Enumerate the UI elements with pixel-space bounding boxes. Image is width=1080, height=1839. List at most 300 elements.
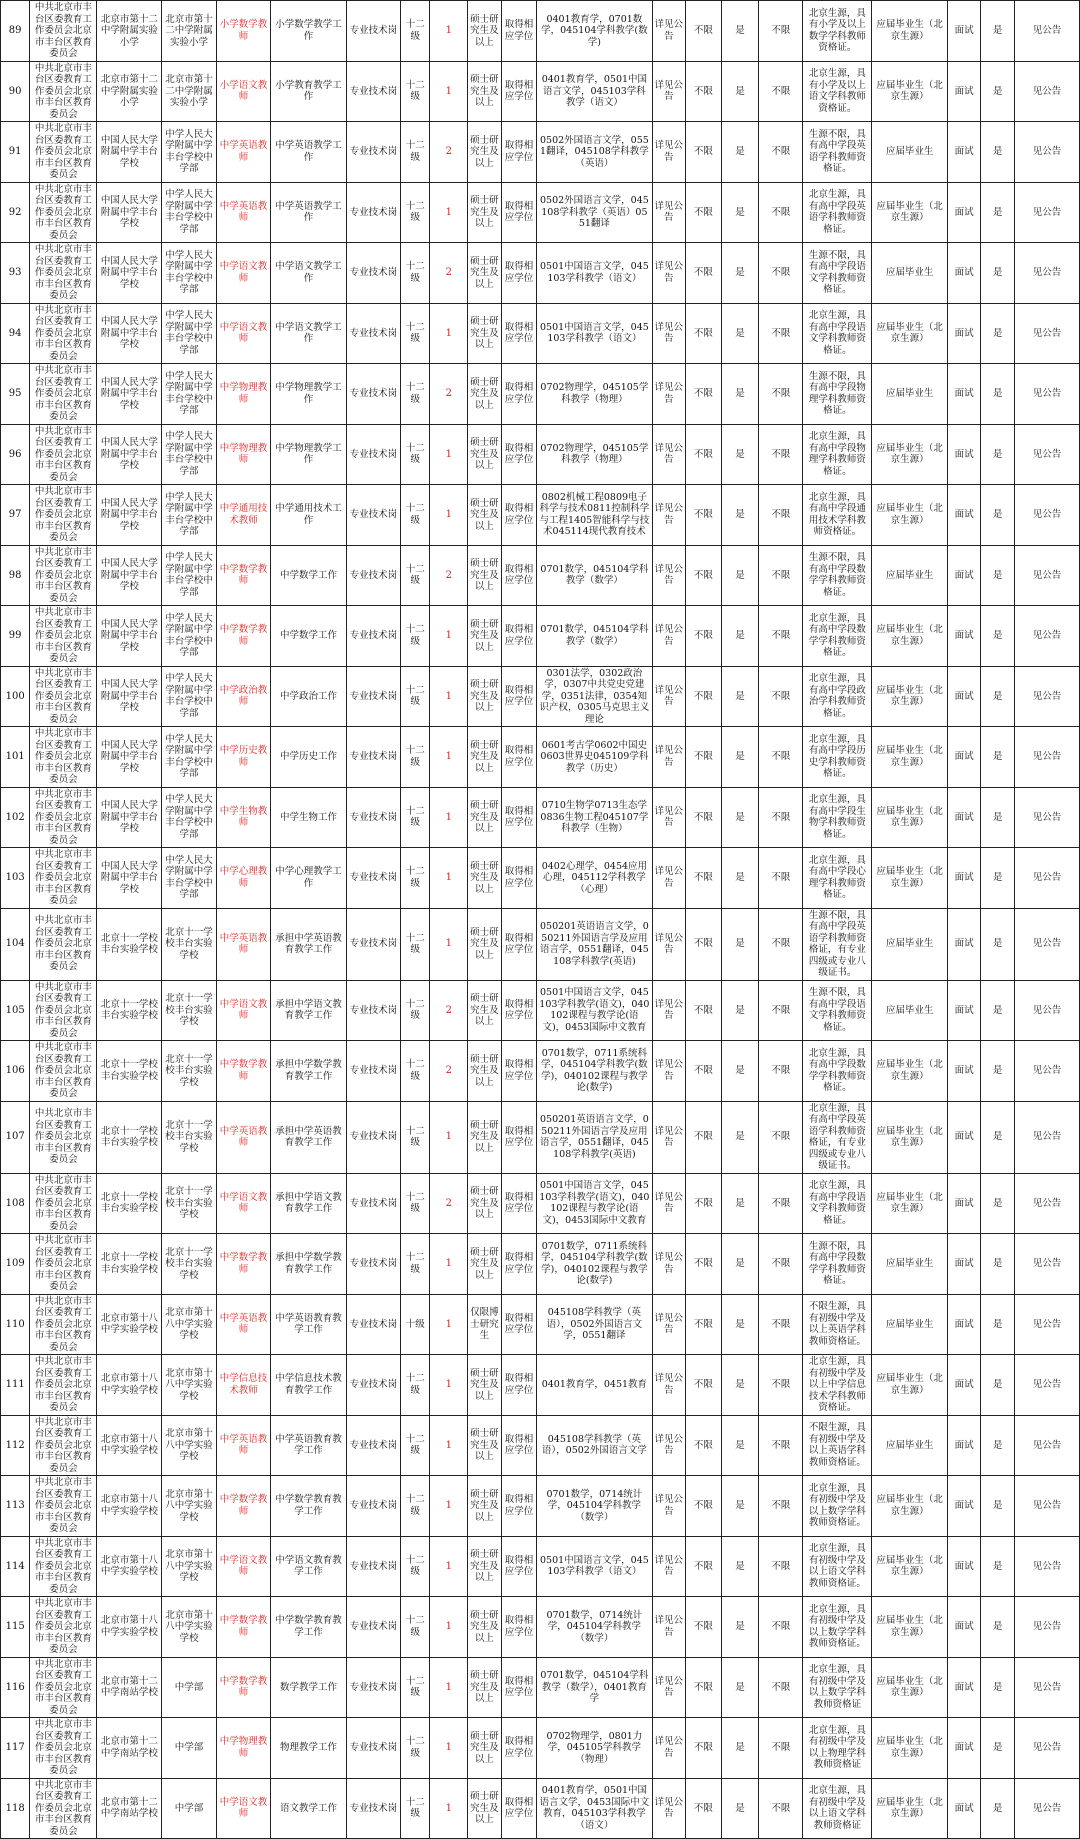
yes-cell: 是 <box>721 182 759 243</box>
yes-cell: 是 <box>721 1101 759 1173</box>
limit-cell: 不限 <box>686 1536 722 1597</box>
exam-method-cell: 面试 <box>947 1234 981 1295</box>
post-level-cell: 十二级 <box>401 1234 430 1295</box>
post-description-cell: 中学数学教育教学工作 <box>271 1476 346 1537</box>
education-cell: 硕士研究生及以上 <box>468 1 502 62</box>
major-cell: 0701数学，045104学科教学（数学） <box>537 606 652 667</box>
note-cell: 见公告 <box>1014 727 1079 788</box>
yes-cell-2: 是 <box>981 1234 1015 1295</box>
yes-cell: 是 <box>721 980 759 1041</box>
exam-method-cell: 面试 <box>947 1041 981 1102</box>
education-cell: 硕士研究生及以上 <box>468 606 502 667</box>
degree-cell: 取得相应学位 <box>501 424 537 485</box>
post-description-cell: 中学生物工作 <box>271 787 346 848</box>
table-row <box>1 1778 1080 1839</box>
graduate-type-cell: 应届毕业生（北京生源） <box>872 1355 947 1416</box>
sub-unit-cell: 北京市第十二中学附属实验小学 <box>162 61 216 122</box>
education-cell: 硕士研究生及以上 <box>468 182 502 243</box>
exam-method-cell: 面试 <box>947 1597 981 1658</box>
yes-cell-2: 是 <box>981 848 1015 909</box>
note-cell: 见公告 <box>1014 1294 1079 1355</box>
sub-unit-cell: 北京十一学校丰台实验学校 <box>162 1173 216 1234</box>
requirement-cell: 北京生源，具有高中学段心理学科教师资格证。 <box>803 848 872 909</box>
limit-cell: 不限 <box>686 122 722 183</box>
requirement-cell: 北京生源，具有初级中学及以上物理学科教师资格证 <box>803 1718 872 1779</box>
exam-method-cell: 面试 <box>947 1173 981 1234</box>
limit-cell-2: 不限 <box>759 182 803 243</box>
post-name-cell: 小学数学教师 <box>216 1 270 62</box>
department-cell: 中共北京市丰台区委教育工作委员会北京市丰台区教育委员会 <box>30 1041 97 1102</box>
post-name-cell: 中学语文教师 <box>216 303 270 364</box>
sub-unit-cell: 北京市第十八中学实验学校 <box>162 1476 216 1537</box>
table-row <box>1 1355 1080 1416</box>
education-cell: 硕士研究生及以上 <box>468 1173 502 1234</box>
exam-method-cell: 面试 <box>947 727 981 788</box>
limit-cell-2: 不限 <box>759 243 803 304</box>
recruit-count-cell: 2 <box>430 364 468 425</box>
exam-method-cell: 面试 <box>947 787 981 848</box>
major-cell: 0502外国语言文学，045108学科教学（英语）0551翻译 <box>537 182 652 243</box>
post-name-cell: 中学语文教师 <box>216 1536 270 1597</box>
detail-cell: 详见公告 <box>652 1597 686 1658</box>
post-name-cell: 中学英语教师 <box>216 1294 270 1355</box>
requirement-cell: 北京生源，具有高中学段英语学科教师资格证。 <box>803 182 872 243</box>
requirement-cell: 北京生源，具有高中学段语文学科教师资格证。 <box>803 1173 872 1234</box>
row-number: 93 <box>1 243 30 304</box>
exam-method-cell: 面试 <box>947 61 981 122</box>
department-cell: 中共北京市丰台区委教育工作委员会北京市丰台区教育委员会 <box>30 243 97 304</box>
detail-cell: 详见公告 <box>652 980 686 1041</box>
education-cell: 硕士研究生及以上 <box>468 980 502 1041</box>
row-number: 108 <box>1 1173 30 1234</box>
recruit-count-cell: 1 <box>430 606 468 667</box>
note-cell: 见公告 <box>1014 1355 1079 1416</box>
department-cell: 中共北京市丰台区委教育工作委员会北京市丰台区教育委员会 <box>30 1415 97 1476</box>
table-row <box>1 848 1080 909</box>
exam-method-cell: 面试 <box>947 485 981 546</box>
requirement-cell: 北京生源，具有初级中学及以上语文学科教师资格证。 <box>803 1536 872 1597</box>
post-description-cell: 中学英语教育教学工作 <box>271 1294 346 1355</box>
detail-cell: 详见公告 <box>652 1355 686 1416</box>
degree-cell: 取得相应学位 <box>501 1173 537 1234</box>
note-cell: 见公告 <box>1014 1597 1079 1658</box>
sub-unit-cell: 北京市第十八中学实验学校 <box>162 1355 216 1416</box>
recruit-count-cell: 1 <box>430 1476 468 1537</box>
yes-cell: 是 <box>721 1597 759 1658</box>
yes-cell-2: 是 <box>981 1778 1015 1839</box>
post-level-cell: 十二级 <box>401 1476 430 1537</box>
post-description-cell: 中学政治工作 <box>271 666 346 727</box>
post-category-cell: 专业技术岗 <box>346 182 400 243</box>
recruit-count-cell: 1 <box>430 61 468 122</box>
unit-cell: 北京市第十二中学南站学校 <box>97 1718 162 1779</box>
table-row <box>1 1 1080 62</box>
sub-unit-cell: 北京市第十八中学实验学校 <box>162 1536 216 1597</box>
exam-method-cell: 面试 <box>947 1657 981 1718</box>
unit-cell: 北京十一学校丰台实验学校 <box>97 1234 162 1295</box>
sub-unit-cell: 北京十一学校丰台实验学校 <box>162 1234 216 1295</box>
education-cell: 硕士研究生及以上 <box>468 243 502 304</box>
yes-cell-2: 是 <box>981 606 1015 667</box>
degree-cell: 取得相应学位 <box>501 1718 537 1779</box>
department-cell: 中共北京市丰台区委教育工作委员会北京市丰台区教育委员会 <box>30 1355 97 1416</box>
row-number: 103 <box>1 848 30 909</box>
yes-cell-2: 是 <box>981 1101 1015 1173</box>
yes-cell-2: 是 <box>981 1415 1015 1476</box>
unit-cell: 中国人民大学附属中学丰台学校 <box>97 727 162 788</box>
post-level-cell: 十二级 <box>401 545 430 606</box>
yes-cell-2: 是 <box>981 980 1015 1041</box>
row-number: 104 <box>1 908 30 980</box>
limit-cell: 不限 <box>686 848 722 909</box>
post-level-cell: 十二级 <box>401 1 430 62</box>
row-number: 105 <box>1 980 30 1041</box>
post-category-cell: 专业技术岗 <box>346 1355 400 1416</box>
major-cell: 0702物理学，045105学科教学（物理） <box>537 364 652 425</box>
table-row <box>1 364 1080 425</box>
post-name-cell: 中学英语教师 <box>216 1415 270 1476</box>
post-category-cell: 专业技术岗 <box>346 364 400 425</box>
department-cell: 中共北京市丰台区委教育工作委员会北京市丰台区教育委员会 <box>30 1 97 62</box>
degree-cell: 取得相应学位 <box>501 1778 537 1839</box>
education-cell: 硕士研究生及以上 <box>468 122 502 183</box>
department-cell: 中共北京市丰台区委教育工作委员会北京市丰台区教育委员会 <box>30 1657 97 1718</box>
degree-cell: 取得相应学位 <box>501 61 537 122</box>
yes-cell-2: 是 <box>981 303 1015 364</box>
requirement-cell: 不限生源，具有初级中学及以上英语学科教师资格证。 <box>803 1294 872 1355</box>
yes-cell-2: 是 <box>981 1718 1015 1779</box>
education-cell: 硕士研究生及以上 <box>468 666 502 727</box>
exam-method-cell: 面试 <box>947 1415 981 1476</box>
education-cell: 硕士研究生及以上 <box>468 848 502 909</box>
yes-cell-2: 是 <box>981 243 1015 304</box>
graduate-type-cell: 应届毕业生（北京生源） <box>872 1778 947 1839</box>
row-number: 101 <box>1 727 30 788</box>
limit-cell: 不限 <box>686 666 722 727</box>
limit-cell-2: 不限 <box>759 908 803 980</box>
yes-cell: 是 <box>721 787 759 848</box>
post-name-cell: 中学语文教师 <box>216 1173 270 1234</box>
major-cell: 050201英语语言文学，050211外国语言学及应用语言学，0551翻译，045108学科教学(英语) <box>537 908 652 980</box>
yes-cell: 是 <box>721 1041 759 1102</box>
post-description-cell: 承担中学数学教育教学工作 <box>271 1234 346 1295</box>
sub-unit-cell: 中学人民大学附属中学丰台学校中学部 <box>162 545 216 606</box>
unit-cell: 北京市第十二中学附属实验小学 <box>97 1 162 62</box>
table-row <box>1 1597 1080 1658</box>
requirement-cell: 北京生源，具有小学及以上语文学科教师资格证。 <box>803 61 872 122</box>
graduate-type-cell: 应届毕业生（北京生源） <box>872 1597 947 1658</box>
row-number: 118 <box>1 1778 30 1839</box>
exam-method-cell: 面试 <box>947 182 981 243</box>
unit-cell: 北京十一学校丰台实验学校 <box>97 1101 162 1173</box>
limit-cell: 不限 <box>686 606 722 667</box>
unit-cell: 中国人民大学附属中学丰台学校 <box>97 606 162 667</box>
yes-cell-2: 是 <box>981 666 1015 727</box>
post-level-cell: 十二级 <box>401 424 430 485</box>
recruit-count-cell: 2 <box>430 545 468 606</box>
row-number: 97 <box>1 485 30 546</box>
post-name-cell: 中学物理教师 <box>216 364 270 425</box>
yes-cell-2: 是 <box>981 122 1015 183</box>
table-row <box>1 666 1080 727</box>
graduate-type-cell: 应届毕业生（北京生源） <box>872 182 947 243</box>
detail-cell: 详见公告 <box>652 1778 686 1839</box>
limit-cell-2: 不限 <box>759 1041 803 1102</box>
department-cell: 中共北京市丰台区委教育工作委员会北京市丰台区教育委员会 <box>30 1597 97 1658</box>
detail-cell: 详见公告 <box>652 1041 686 1102</box>
unit-cell: 北京市第十二中学南站学校 <box>97 1657 162 1718</box>
exam-method-cell: 面试 <box>947 1355 981 1416</box>
limit-cell: 不限 <box>686 61 722 122</box>
note-cell: 见公告 <box>1014 122 1079 183</box>
graduate-type-cell: 应届毕业生（北京生源） <box>872 787 947 848</box>
post-category-cell: 专业技术岗 <box>346 1415 400 1476</box>
limit-cell: 不限 <box>686 1294 722 1355</box>
sub-unit-cell: 北京市第十八中学实验学校 <box>162 1415 216 1476</box>
detail-cell: 详见公告 <box>652 243 686 304</box>
requirement-cell: 北京生源，具有高中学段物理学科教师资格证。 <box>803 424 872 485</box>
limit-cell: 不限 <box>686 1234 722 1295</box>
limit-cell: 不限 <box>686 485 722 546</box>
graduate-type-cell: 应届毕业生 <box>872 545 947 606</box>
degree-cell: 取得相应学位 <box>501 848 537 909</box>
degree-cell: 取得相应学位 <box>501 1101 537 1173</box>
detail-cell: 详见公告 <box>652 364 686 425</box>
degree-cell: 取得相应学位 <box>501 1355 537 1416</box>
sub-unit-cell: 中学人民大学附属中学丰台学校中学部 <box>162 243 216 304</box>
limit-cell-2: 不限 <box>759 1536 803 1597</box>
major-cell: 0301法学，0302政治学，0307中共党史党建学，0351法律，0354知识产权，0305马克思主义理论 <box>537 666 652 727</box>
education-cell: 硕士研究生及以上 <box>468 1657 502 1718</box>
post-category-cell: 专业技术岗 <box>346 1476 400 1537</box>
yes-cell: 是 <box>721 606 759 667</box>
exam-method-cell: 面试 <box>947 364 981 425</box>
unit-cell: 北京市第十八中学实验学校 <box>97 1536 162 1597</box>
post-description-cell: 小学数学教学工作 <box>271 1 346 62</box>
sub-unit-cell: 中学人民大学附属中学丰台学校中学部 <box>162 364 216 425</box>
post-description-cell: 承担中学数学教育教学工作 <box>271 1041 346 1102</box>
major-cell: 0701数学，0714统计学，045104学科教学（数学） <box>537 1476 652 1537</box>
major-cell: 0701数学，045104学科教学（数学），0401教育学 <box>537 1657 652 1718</box>
education-cell: 硕士研究生及以上 <box>468 1415 502 1476</box>
note-cell: 见公告 <box>1014 485 1079 546</box>
major-cell: 050201英语语言文学，050211外国语言学及应用语言学，0551翻译，045108学科教学(英语) <box>537 1101 652 1173</box>
post-description-cell: 中学心理教学工作 <box>271 848 346 909</box>
post-name-cell: 中学信息技术教师 <box>216 1355 270 1416</box>
limit-cell-2: 不限 <box>759 727 803 788</box>
unit-cell: 中国人民大学附属中学丰台学校 <box>97 848 162 909</box>
graduate-type-cell: 应届毕业生（北京生源） <box>872 1718 947 1779</box>
degree-cell: 取得相应学位 <box>501 1041 537 1102</box>
post-level-cell: 十二级 <box>401 1718 430 1779</box>
degree-cell: 取得相应学位 <box>501 1294 537 1355</box>
post-description-cell: 中学通用技术工作 <box>271 485 346 546</box>
degree-cell: 取得相应学位 <box>501 122 537 183</box>
row-number: 94 <box>1 303 30 364</box>
row-number: 99 <box>1 606 30 667</box>
yes-cell: 是 <box>721 122 759 183</box>
yes-cell: 是 <box>721 1 759 62</box>
post-name-cell: 中学语文教师 <box>216 243 270 304</box>
post-category-cell: 专业技术岗 <box>346 1041 400 1102</box>
recruit-count-cell: 1 <box>430 1 468 62</box>
recruit-count-cell: 1 <box>430 1536 468 1597</box>
limit-cell: 不限 <box>686 424 722 485</box>
limit-cell-2: 不限 <box>759 787 803 848</box>
row-number: 96 <box>1 424 30 485</box>
note-cell: 见公告 <box>1014 424 1079 485</box>
table-row <box>1 908 1080 980</box>
note-cell: 见公告 <box>1014 1476 1079 1537</box>
major-cell: 0701数学，0711系统科学，045104学科教学(数学)，040102课程与教学论(数学) <box>537 1234 652 1295</box>
degree-cell: 取得相应学位 <box>501 182 537 243</box>
yes-cell-2: 是 <box>981 1597 1015 1658</box>
post-level-cell: 十二级 <box>401 364 430 425</box>
table-row <box>1 61 1080 122</box>
detail-cell: 详见公告 <box>652 1718 686 1779</box>
department-cell: 中共北京市丰台区委教育工作委员会北京市丰台区教育委员会 <box>30 787 97 848</box>
exam-method-cell: 面试 <box>947 666 981 727</box>
major-cell: 0402心理学，0454应用心理，045112学科教学（心理） <box>537 848 652 909</box>
requirement-cell: 生源不限，具有高中学段语文学科教师资格证。 <box>803 980 872 1041</box>
note-cell: 见公告 <box>1014 1536 1079 1597</box>
post-level-cell: 十二级 <box>401 606 430 667</box>
department-cell: 中共北京市丰台区委教育工作委员会北京市丰台区教育委员会 <box>30 848 97 909</box>
limit-cell-2: 不限 <box>759 1718 803 1779</box>
post-category-cell: 专业技术岗 <box>346 1101 400 1173</box>
education-cell: 硕士研究生及以上 <box>468 485 502 546</box>
table-row <box>1 1173 1080 1234</box>
yes-cell: 是 <box>721 1778 759 1839</box>
post-level-cell: 十二级 <box>401 1101 430 1173</box>
unit-cell: 中国人民大学附属中学丰台学校 <box>97 303 162 364</box>
limit-cell-2: 不限 <box>759 424 803 485</box>
graduate-type-cell: 应届毕业生（北京生源） <box>872 485 947 546</box>
limit-cell-2: 不限 <box>759 1 803 62</box>
requirement-cell: 北京生源，具有初级中学及以上数学学科教师资格证。 <box>803 1597 872 1658</box>
yes-cell-2: 是 <box>981 1173 1015 1234</box>
degree-cell: 取得相应学位 <box>501 1597 537 1658</box>
limit-cell: 不限 <box>686 1173 722 1234</box>
yes-cell-2: 是 <box>981 61 1015 122</box>
graduate-type-cell: 应届毕业生（北京生源） <box>872 1173 947 1234</box>
limit-cell-2: 不限 <box>759 122 803 183</box>
note-cell: 见公告 <box>1014 364 1079 425</box>
major-cell: 0710生物学0713生态学0836生物工程045107学科教学（生物） <box>537 787 652 848</box>
post-category-cell: 专业技术岗 <box>346 1234 400 1295</box>
requirement-cell: 生源不限，具有高中学段数学学科教师资格证。 <box>803 1234 872 1295</box>
requirement-cell: 生源不限，具有高中学段英语学科教师资格证，有专业四级或专业八级证书。 <box>803 908 872 980</box>
detail-cell: 详见公告 <box>652 727 686 788</box>
recruit-count-cell: 1 <box>430 1597 468 1658</box>
note-cell: 见公告 <box>1014 182 1079 243</box>
department-cell: 中共北京市丰台区委教育工作委员会北京市丰台区教育委员会 <box>30 122 97 183</box>
recruit-count-cell: 1 <box>430 1718 468 1779</box>
recruit-count-cell: 1 <box>430 303 468 364</box>
post-description-cell: 承担中学语文教育教学工作 <box>271 1173 346 1234</box>
limit-cell: 不限 <box>686 1355 722 1416</box>
degree-cell: 取得相应学位 <box>501 606 537 667</box>
yes-cell: 是 <box>721 1718 759 1779</box>
degree-cell: 取得相应学位 <box>501 1476 537 1537</box>
yes-cell: 是 <box>721 727 759 788</box>
post-name-cell: 中学数学教师 <box>216 1476 270 1537</box>
exam-method-cell: 面试 <box>947 1476 981 1537</box>
exam-method-cell: 面试 <box>947 122 981 183</box>
unit-cell: 中国人民大学附属中学丰台学校 <box>97 666 162 727</box>
sub-unit-cell: 中学人民大学附属中学丰台学校中学部 <box>162 727 216 788</box>
yes-cell: 是 <box>721 303 759 364</box>
degree-cell: 取得相应学位 <box>501 1 537 62</box>
recruit-count-cell: 1 <box>430 1294 468 1355</box>
recruit-count-cell: 1 <box>430 727 468 788</box>
post-category-cell: 专业技术岗 <box>346 1778 400 1839</box>
unit-cell: 北京市第十八中学实验学校 <box>97 1476 162 1537</box>
table-row <box>1 1476 1080 1537</box>
post-description-cell: 中学语文教学工作 <box>271 243 346 304</box>
note-cell: 见公告 <box>1014 848 1079 909</box>
post-name-cell: 中学数学教师 <box>216 606 270 667</box>
department-cell: 中共北京市丰台区委教育工作委员会北京市丰台区教育委员会 <box>30 1718 97 1779</box>
yes-cell: 是 <box>721 1415 759 1476</box>
row-number: 109 <box>1 1234 30 1295</box>
requirement-cell: 北京生源，具有初级中学及以上数学学科教师资格证 <box>803 1657 872 1718</box>
post-name-cell: 小学语文教师 <box>216 61 270 122</box>
requirement-cell: 北京生源，具有高中学段语文学科教师资格证。 <box>803 303 872 364</box>
yes-cell-2: 是 <box>981 182 1015 243</box>
degree-cell: 取得相应学位 <box>501 243 537 304</box>
department-cell: 中共北京市丰台区委教育工作委员会北京市丰台区教育委员会 <box>30 364 97 425</box>
degree-cell: 取得相应学位 <box>501 908 537 980</box>
table-row <box>1 606 1080 667</box>
exam-method-cell: 面试 <box>947 606 981 667</box>
limit-cell-2: 不限 <box>759 1415 803 1476</box>
graduate-type-cell: 应届毕业生（北京生源） <box>872 606 947 667</box>
limit-cell-2: 不限 <box>759 1234 803 1295</box>
post-description-cell: 语文教学工作 <box>271 1778 346 1839</box>
post-category-cell: 专业技术岗 <box>346 727 400 788</box>
major-cell: 0701数学，045104学科教学（数学） <box>537 545 652 606</box>
limit-cell: 不限 <box>686 1476 722 1537</box>
unit-cell: 北京市第十八中学实验学校 <box>97 1355 162 1416</box>
limit-cell-2: 不限 <box>759 666 803 727</box>
department-cell: 中共北京市丰台区委教育工作委员会北京市丰台区教育委员会 <box>30 666 97 727</box>
post-name-cell: 中学英语教师 <box>216 182 270 243</box>
post-description-cell: 小学教育教学工作 <box>271 61 346 122</box>
detail-cell: 详见公告 <box>652 1173 686 1234</box>
graduate-type-cell: 应届毕业生（北京生源） <box>872 1101 947 1173</box>
sub-unit-cell: 北京十一学校丰台实验学校 <box>162 980 216 1041</box>
post-name-cell: 中学数学教师 <box>216 1041 270 1102</box>
limit-cell: 不限 <box>686 1101 722 1173</box>
post-category-cell: 专业技术岗 <box>346 1 400 62</box>
post-level-cell: 十二级 <box>401 666 430 727</box>
sub-unit-cell: 中学部 <box>162 1778 216 1839</box>
limit-cell-2: 不限 <box>759 1173 803 1234</box>
post-description-cell: 数学教学工作 <box>271 1657 346 1718</box>
department-cell: 中共北京市丰台区委教育工作委员会北京市丰台区教育委员会 <box>30 182 97 243</box>
recruit-count-cell: 1 <box>430 182 468 243</box>
detail-cell: 详见公告 <box>652 606 686 667</box>
yes-cell-2: 是 <box>981 424 1015 485</box>
detail-cell: 详见公告 <box>652 787 686 848</box>
degree-cell: 取得相应学位 <box>501 303 537 364</box>
requirement-cell: 北京生源，具有高中学段生物学科教师资格证。 <box>803 787 872 848</box>
sub-unit-cell: 中学人民大学附属中学丰台学校中学部 <box>162 485 216 546</box>
table-row <box>1 485 1080 546</box>
row-number: 98 <box>1 545 30 606</box>
recruit-count-cell: 1 <box>430 1778 468 1839</box>
